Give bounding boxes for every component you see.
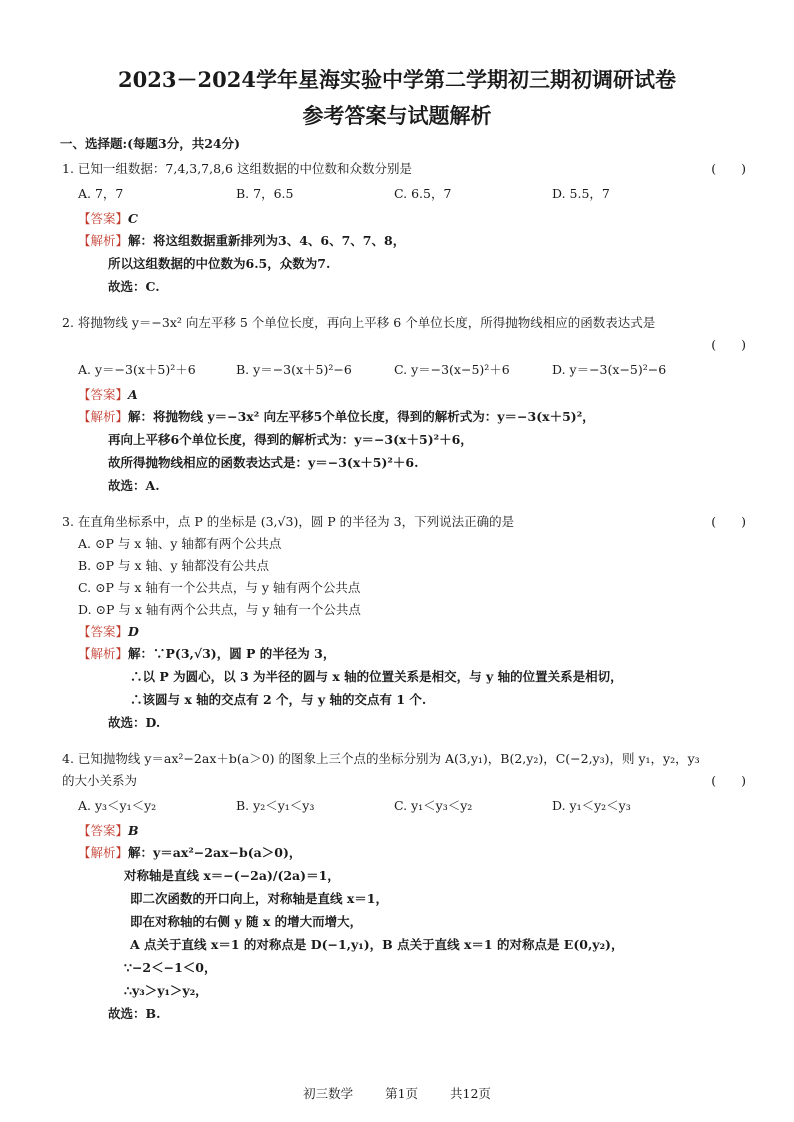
option-b: B. y＝−3(x＋5)²−6 (236, 362, 352, 377)
question-3 (60, 511, 746, 734)
answer-value: B (128, 823, 139, 838)
option-c: C. y₁＜y₃＜y₂ (394, 798, 473, 813)
answer-line (60, 820, 746, 842)
option-b: B. ⊙P 与 x 轴、y 轴都没有公共点 (78, 558, 270, 573)
solution-line: ∴该圆与 x 轴的交点有 2 个，与 y 轴的交点有 1 个. (130, 692, 427, 707)
analysis-tag: 【解析】 (78, 233, 129, 248)
option-d: D. 5.5，7 (552, 186, 610, 201)
solution-line: 即二次函数的开口向上，对称轴是直线 x＝1， (130, 891, 389, 906)
solution-line: 解：将这组数据重新排列为3、4、6、7、7、8， (128, 233, 406, 248)
page-footer (0, 1084, 794, 1102)
option-d: D. y₁＜y₂＜y₃ (552, 798, 631, 813)
option-b: B. y₂＜y₁＜y₃ (236, 798, 315, 813)
analysis-tag: 【解析】 (78, 409, 129, 424)
answer-line (60, 621, 746, 643)
solution-line: ∴以 P 为圆心，以 3 为半径的圆与 x 轴的位置关系是相交，与 y 轴的位置关系是相切， (130, 669, 623, 684)
option-a: A. y₃＜y₁＜y₂ (78, 798, 157, 813)
option-d: D. ⊙P 与 x 轴有两个公共点，与 y 轴有一个公共点 (78, 602, 361, 617)
option-a: A. y＝−3(x＋5)²＋6 (78, 362, 196, 377)
question-1-stem: 1. 已知一组数据：7,4,3,7,8,6 这组数据的中位数和众数分别是 (62, 161, 412, 176)
question-4-stem-cont: 的大小关系为 (62, 773, 138, 788)
solution-line: 故选：D. (108, 715, 161, 730)
solution-line: 故选：C. (108, 279, 160, 294)
content (60, 134, 746, 1025)
question-2-stem: 2. 将抛物线 y＝−3x² 向左平移 5 个单位长度，再向上平移 6 个单位长度，所得抛物线相应的函数表达式是 (62, 315, 656, 330)
option-a: A. 7，7 (78, 186, 124, 201)
answer-bracket: ( ) (711, 337, 746, 352)
solution-line: A 点关于直线 x＝1 的对称点是 D(−1,y₁)，B 点关于直线 x＝1 的对称点是 E(0,y₂)， (130, 937, 624, 952)
question-2-options (60, 358, 746, 382)
answer-tag: 【答案】 (78, 624, 129, 639)
solution-line: 解：将抛物线 y＝−3x² 向左平移5个单位长度，得到的解析式为：y＝−3(x＋5)²， (128, 409, 595, 424)
answer-bracket: ( ) (711, 773, 746, 788)
solution-line: 即在对称轴的右侧 y 随 x 的增大而增大， (130, 914, 363, 929)
option-d: D. y＝−3(x−5)²−6 (552, 362, 667, 377)
footer-page: 第1页 (385, 1086, 419, 1101)
answer-value: A (128, 387, 138, 402)
page-subtitle: 参考答案与试题解析 (302, 103, 492, 128)
question-3-stem: 3. 在直角坐标系中，点 P 的坐标是 (3,√3)，圆 P 的半径为 3，下列说法正确的是 (62, 514, 515, 529)
question-4 (60, 748, 746, 1025)
solution-line: 对称轴是直线 x＝−(−2a)/(2a)＝1， (124, 868, 340, 883)
question-2 (60, 312, 746, 497)
answer-line (60, 208, 746, 230)
answer-bracket: ( ) (711, 514, 746, 529)
question-4-options (60, 794, 746, 818)
solution-line: 故所得抛物线相应的函数表达式是：y＝−3(x＋5)²＋6. (108, 455, 419, 470)
page-title: 2023－2024学年星海实验中学第二学期初三期初调研试卷 (118, 67, 676, 92)
analysis-tag: 【解析】 (78, 646, 129, 661)
question-1-options (60, 182, 746, 206)
solution-line: 解：∵P(3,√3)，圆 P 的半径为 3， (128, 646, 336, 661)
section-heading: 一、选择题:(每题3分，共24分) (60, 136, 241, 151)
option-a: A. ⊙P 与 x 轴、y 轴都有两个公共点 (78, 536, 282, 551)
option-b: B. 7，6.5 (236, 186, 294, 201)
answer-line (60, 384, 746, 406)
option-c: C. ⊙P 与 x 轴有一个公共点，与 y 轴有两个公共点 (78, 580, 361, 595)
solution-line: ∵−2＜−1＜0， (124, 960, 217, 975)
question-1 (60, 158, 746, 298)
solution-line: 故选：B. (108, 1006, 161, 1021)
analysis-line (60, 643, 746, 665)
analysis-line (60, 230, 746, 252)
answer-value: C (128, 211, 138, 226)
analysis-line (60, 406, 746, 428)
answer-tag: 【答案】 (78, 823, 129, 838)
solution-line: ∴y₃＞y₁＞y₂， (124, 983, 208, 998)
solution-line: 所以这组数据的中位数为6.5，众数为7. (108, 256, 331, 271)
answer-bracket: ( ) (711, 161, 746, 176)
option-c: C. y＝−3(x−5)²＋6 (394, 362, 510, 377)
solution-line: 故选：A. (108, 478, 160, 493)
analysis-line (60, 842, 746, 864)
footer-total: 共12页 (450, 1086, 491, 1101)
footer-subject: 初三数学 (303, 1086, 354, 1101)
analysis-tag: 【解析】 (78, 845, 129, 860)
answer-tag: 【答案】 (78, 387, 129, 402)
answer-value: D (128, 624, 139, 639)
solution-line: 解：y＝ax²−2ax−b(a＞0)， (128, 845, 302, 860)
answer-tag: 【答案】 (78, 211, 129, 226)
solution-line: 再向上平移6个单位长度，得到的解析式为：y＝−3(x＋5)²＋6， (108, 432, 473, 447)
option-c: C. 6.5，7 (394, 186, 452, 201)
question-4-stem: 4. 已知抛物线 y＝ax²−2ax＋b(a＞0) 的图象上三个点的坐标分别为 A(3,y₁)，B(2,y₂)，C(−2,y₃)，则 y₁，y₂，y₃ (62, 751, 700, 766)
